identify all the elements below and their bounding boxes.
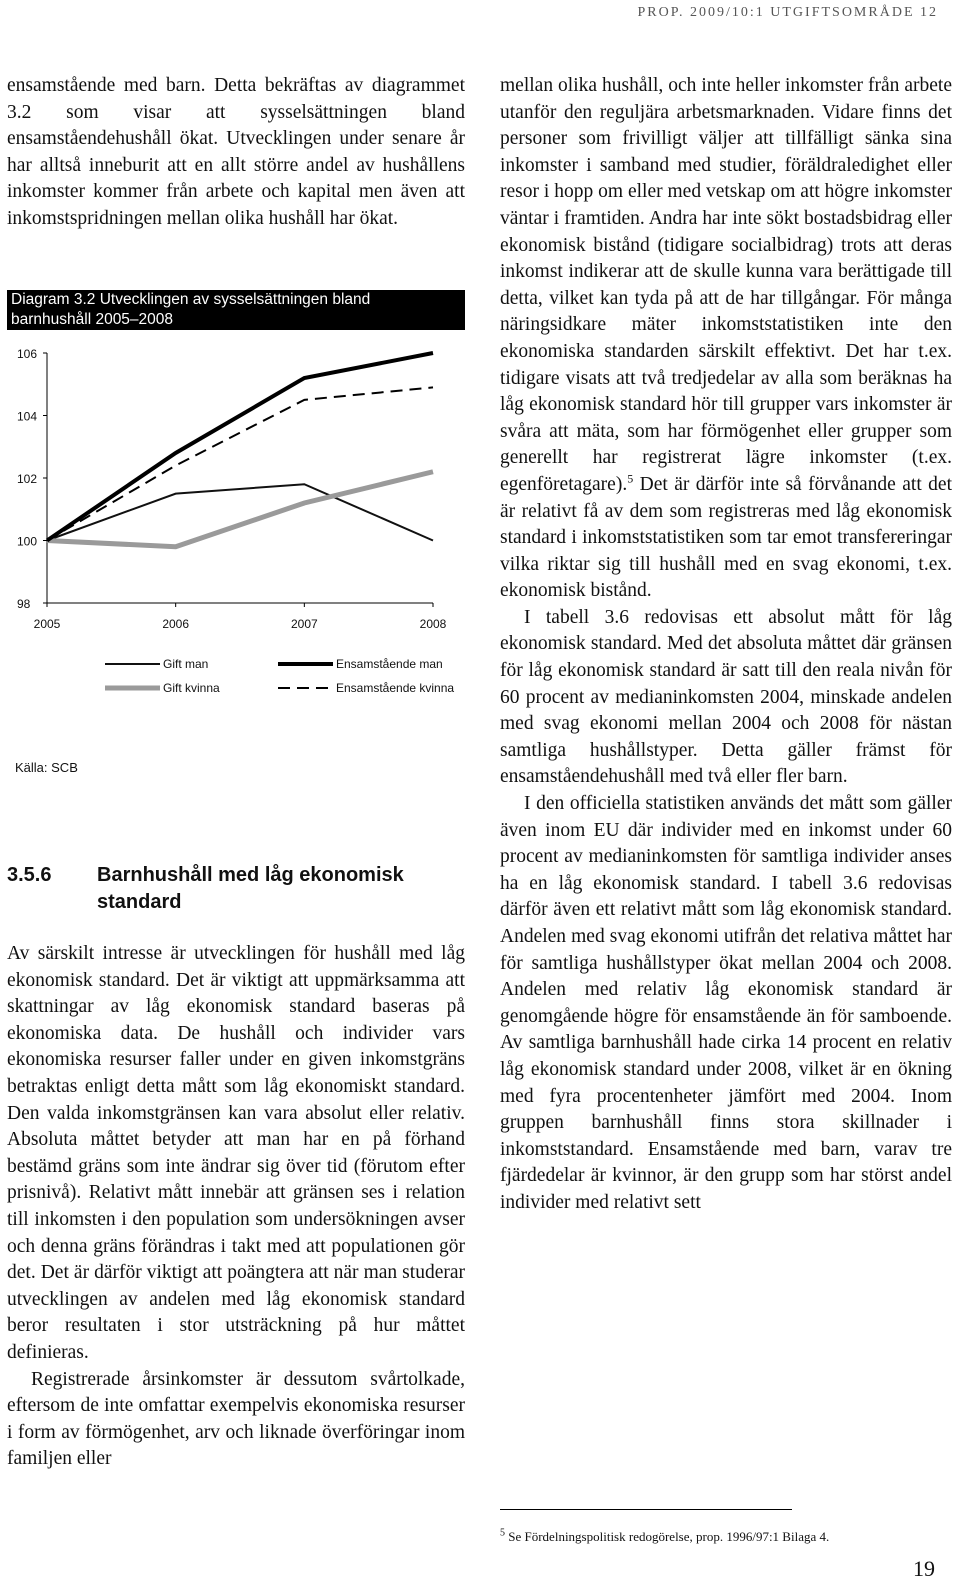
body-paragraph [500,73,952,605]
y-tick-label: 104 [17,409,38,424]
legend-label: Ensamstående kvinna [336,681,455,695]
footnote-reference: 5 [627,471,634,486]
footnote-divider [500,1509,792,1510]
y-tick-label: 106 [17,347,38,361]
paragraph-text: Det är därför inte så förvånande att det är relativt få av dem som registreras med låg ekonomisk standard i inkomststatistiken som tar emot transfereringar vilka riktar sig till hushåll med en svag ekonomi, t.ex. ekonomisk bistånd. [500,473,952,602]
y-tick-label: 102 [17,472,38,486]
section-number: 3.5.6 [7,864,52,886]
footnote-text: Se Fördelningspolitisk redogörelse, prop. 1996/97:1 Bilaga 4. [508,1529,830,1544]
paragraph-text: mellan olika hushåll, och inte heller inkomster från arbete utanför den reguljära arbetsmarknaden. Vidare finns det personer som frivilligt väljer att tillfälligt sänka sina inkomster i samband med studier, föräldraledighet eller resor i hopp om eller med vetskap om att högre inkomster väntar i framtiden. Andra har inte sökt bostadsbidrag eller ekonomisk bistånd (tidigare socialbidrag) trots att deras inkomst indikerar att de skulle kunna vara berättigade till detta, vilket kan tyda på att de har tillgångar. För många näringsidkare mäter inkomststatistiken inte den ekonomiska standarden särskilt effektivt. Det har t.ex. tidigare visats att två tredjedelar av alla som beräknas ha låg ekonomisk standard hör till grupper vars inkomster är svåra att mäta, som har förmögenhet eller grupper som generellt har registrerat lägre inkomster (t.ex. egenföretagare). [500,75,952,495]
legend-label: Gift kvinna [163,681,220,695]
series-line-ensamstående-man [47,353,433,541]
left-column-top [7,73,465,233]
diagram-caption-line1: Diagram 3.2 Utvecklingen av sysselsättningen bland [11,291,371,308]
x-tick-label: 2007 [290,617,318,631]
y-tick-label: 100 [17,534,38,549]
footnote [500,1529,829,1545]
body-paragraph: Av särskilt intresse är utvecklingen för hushåll med låg ekonomisk standard. Det är viktigt att uppmärksamma att skattningar av låg ekonomisk standard baseras på ekonomiska data. De hushåll och individer vars ekonomiska resurser faller under en given inkomstgräns betraktas enligt detta mått som låg ekonomiskt standard. Den valda inkomstgränsen kan vara absolut eller relativ. Absoluta måttet betyder att man har en på förhand bestämd gräns som inte ändrar sig över tid (förutom efter prisnivå). Relativt mått innebär att gränsen ses i relation till inkomsten i den population som undersökningen avser och denna gräns förändras i takt med att populationen gör det. Det är därför viktigt att poängtera att när man studerar utvecklingen av andelen med låg ekonomisk standard beror resultaten i stor utsträckning på hur måttet definieras. [7,943,465,1363]
section-title: Barnhushåll med låg ekonomisk standard [97,864,404,913]
body-paragraph: Registrerade årsinkomster är dessutom svårtolkade, eftersom de inte omfattar exempelvis ekonomiska resurser i form av förmögenhet, arv och liknade överföringar inom familjen eller [7,1368,465,1470]
series-line-gift-man [47,484,433,540]
page-number: 19 [913,1556,935,1581]
body-paragraph: I den officiella statistiken används det mått som gäller även inom EU där individer med en inkomst under 60 procent av medianinkomsten för samtliga individer anses ha en låg ekonomisk standard. I tabell 3.6 redovisas därför även ett relativt mått som låg ekonomisk standard. Andelen med svag ekonomi utifrån det relativa måttet har för samtliga hushållstyper ökat mellan 2004 och 2008. Andelen med relativ låg ekonomisk standard är genomgående högre för ensamstående än för samboende. Av samtliga barnhushåll hade cirka 14 procent en relativ låg ekonomisk standard under 2008, vilket är en ökning med fyra procentenheter jämfört med 2004. Inom gruppen barnhushåll finns stora skillnader i inkomststandard. Ensamstående med barn, varav tre fjärdedelar är kvinnor, är den grupp som har störst andel individer med relativt sett [500,793,952,1213]
x-tick-label: 2006 [162,617,190,631]
employment-line-chart [0,330,470,750]
footnote-number: 5 [500,1527,505,1539]
series-line-gift-kvinna [47,472,433,547]
x-tick-label: 2005 [33,617,61,631]
left-column-bottom [7,941,465,1473]
x-tick-label: 2008 [419,617,447,631]
running-header: PROP. 2009/10:1 UTGIFTSOMRÅDE 12 [637,5,938,20]
series-line-ensamstående-kvinna [47,387,433,540]
diagram-caption-line2: barnhushåll 2005–2008 [11,311,174,328]
legend-label: Gift man [163,657,209,671]
chart-source: Källa: SCB [15,760,78,775]
body-paragraph: I tabell 3.6 redovisas ett absolut mått för låg ekonomisk standard. Med det absoluta måttet där gränsen för låg ekonomisk standard är satt till den reala nivån för 60 procent av medianinkomsten 2004, minskade andelen med svag ekonomi mellan 2004 och 2008 för nästan samtliga hushållstyper. Detta gäller främst för ensamståendehushåll med två eller fler barn. [500,606,952,788]
intro-paragraph: ensamstående med barn. Detta bekräftas av diagrammet 3.2 som visar att sysselsättningen bland ensamståendehushåll ökat. Utvecklingen under senare år har alltså inneburit att en allt större andel av hushållens inkomster kommer från arbete och kapital men även att inkomstspridningen mellan olika hushåll har ökat. [7,75,465,229]
right-column [500,73,952,1217]
y-tick-label: 98 [17,597,31,611]
legend-label: Ensamstående man [336,657,443,671]
diagram-caption [7,290,465,330]
